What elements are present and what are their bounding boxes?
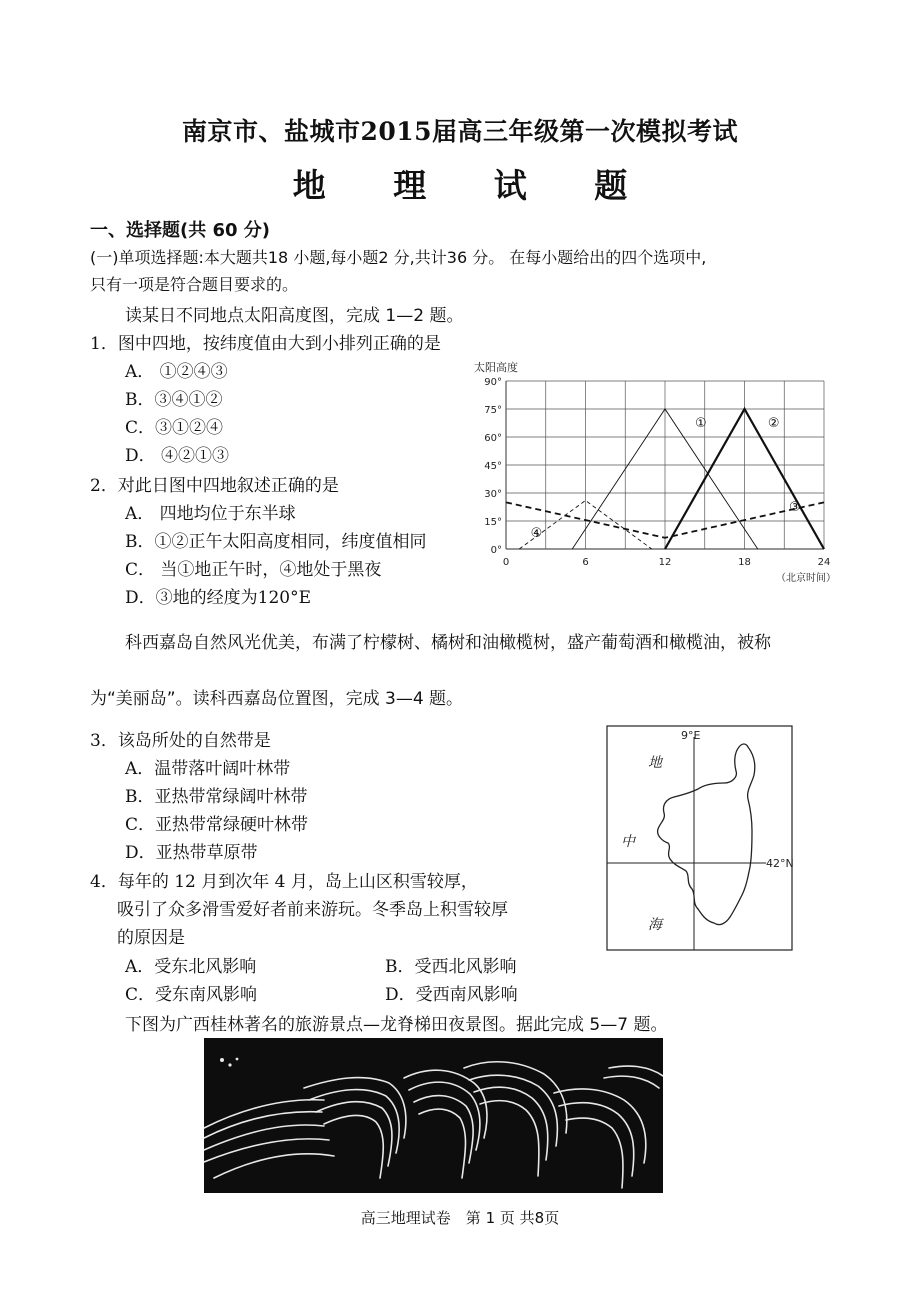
x-tick-label: 18 <box>738 557 751 568</box>
y-tick-label: 90° <box>484 377 502 388</box>
chart-y-ticks <box>484 377 502 556</box>
x-tick-label: 0 <box>502 557 510 568</box>
map-sea-char-3: 海 <box>648 917 662 933</box>
section-intro-line2: 只有一项是符合题目要求的。 <box>90 275 299 294</box>
q4-option-a: A．受东北风影响 <box>125 957 257 977</box>
y-tick-label: 0° <box>490 545 502 556</box>
y-tick-label: 60° <box>484 433 502 444</box>
q3-option-a: A．温带落叶阔叶林带 <box>125 759 291 779</box>
section-intro-line1: (一)单项选择题:本大题共18 小题,每小题2 分,共计36 分。 在每小题给出的四个选项中, <box>90 248 707 267</box>
q1-stem: 1．图中四地，按纬度值由大到小排列正确的是 <box>90 334 441 354</box>
q3-stem: 3．该岛所处的自然带是 <box>90 731 271 751</box>
q1-option-c: C．③①②④ <box>125 418 224 438</box>
paper-subject-title: 地 理 试 题 <box>292 166 656 205</box>
longji-terraces-night-photo <box>204 1038 663 1193</box>
group2-lead-line2: 为“美丽岛”。读科西嘉岛位置图，完成 3—4 题。 <box>90 689 464 709</box>
q1-option-a: A． ①②④③ <box>125 362 228 382</box>
y-tick-label: 75° <box>484 405 502 416</box>
q4-option-c: C．受东南风影响 <box>125 985 258 1005</box>
q3-option-d: D．亚热带草原带 <box>125 843 258 863</box>
map-sea-char-2: 中 <box>621 834 635 850</box>
q1-option-d: D． ④②①③ <box>125 446 230 466</box>
q2-option-d: D．③地的经度为120°E <box>125 588 311 608</box>
q2-option-b: B．①②正午太阳高度相同，纬度值相同 <box>125 532 427 552</box>
chart-xlabel: （北京时间） <box>776 573 836 584</box>
q3-option-c: C．亚热带常绿硬叶林带 <box>125 815 309 835</box>
q3-option-b: B．亚热带常绿阔叶林带 <box>125 787 308 807</box>
map-sea-char-1: 地 <box>648 755 662 771</box>
q2-option-c: C． 当①地正午时，④地处于黑夜 <box>125 560 382 580</box>
corsica-location-map <box>606 725 794 952</box>
q1-option-b: B．③④①② <box>125 390 223 410</box>
group2-lead-line1: 科西嘉岛自然风光优美，布满了柠檬树、橘树和油橄榄树，盛产葡萄酒和橄榄油，被称 <box>125 633 771 653</box>
map-lat-label: 42°N <box>766 857 794 870</box>
q2-option-a: A． 四地均位于东半球 <box>125 504 296 524</box>
chart-ylabel: 太阳高度 <box>474 361 518 374</box>
x-tick-label: 12 <box>658 557 672 568</box>
group3-lead: 下图为广西桂林著名的旅游景点—龙脊梯田夜景图。据此完成 5—7 题。 <box>125 1015 668 1035</box>
series-label-3: ③ <box>789 500 801 516</box>
section-heading: 一、选择题(共 60 分) <box>90 220 271 241</box>
map-lon-label: 9°E <box>681 729 701 742</box>
solar-altitude-chart <box>466 355 846 587</box>
series-label-2: ② <box>767 416 780 432</box>
q2-stem: 2．对此日图中四地叙述正确的是 <box>90 476 339 496</box>
q4-stem-line2: 吸引了众多滑雪爱好者前来游玩。冬季岛上积雪较厚 <box>117 900 508 920</box>
group1-lead: 读某日不同地点太阳高度图，完成 1—2 题。 <box>125 306 464 326</box>
y-tick-label: 15° <box>484 517 502 528</box>
series-label-1: ① <box>694 416 707 432</box>
exam-title: 南京市、盐城市2015届高三年级第一次模拟考试 <box>181 117 739 146</box>
q4-stem-line1: 4．每年的 12 月到次年 4 月，岛上山区积雪较厚， <box>90 872 478 892</box>
y-tick-label: 30° <box>484 489 502 500</box>
series-label-4: ④ <box>530 526 543 542</box>
terrace-light-lines <box>204 1038 663 1193</box>
x-tick-label: 6 <box>582 557 589 568</box>
page-footer: 高三地理试卷 第 1 页 共8页 <box>360 1209 560 1227</box>
q4-option-b: B．受西北风影响 <box>385 957 517 977</box>
x-tick-label: 24 <box>817 557 831 568</box>
y-tick-label: 45° <box>484 461 502 472</box>
q4-stem-line3: 的原因是 <box>117 928 185 948</box>
chart-x-ticks <box>503 557 831 568</box>
q4-option-d: D．受西南风影响 <box>385 985 518 1005</box>
